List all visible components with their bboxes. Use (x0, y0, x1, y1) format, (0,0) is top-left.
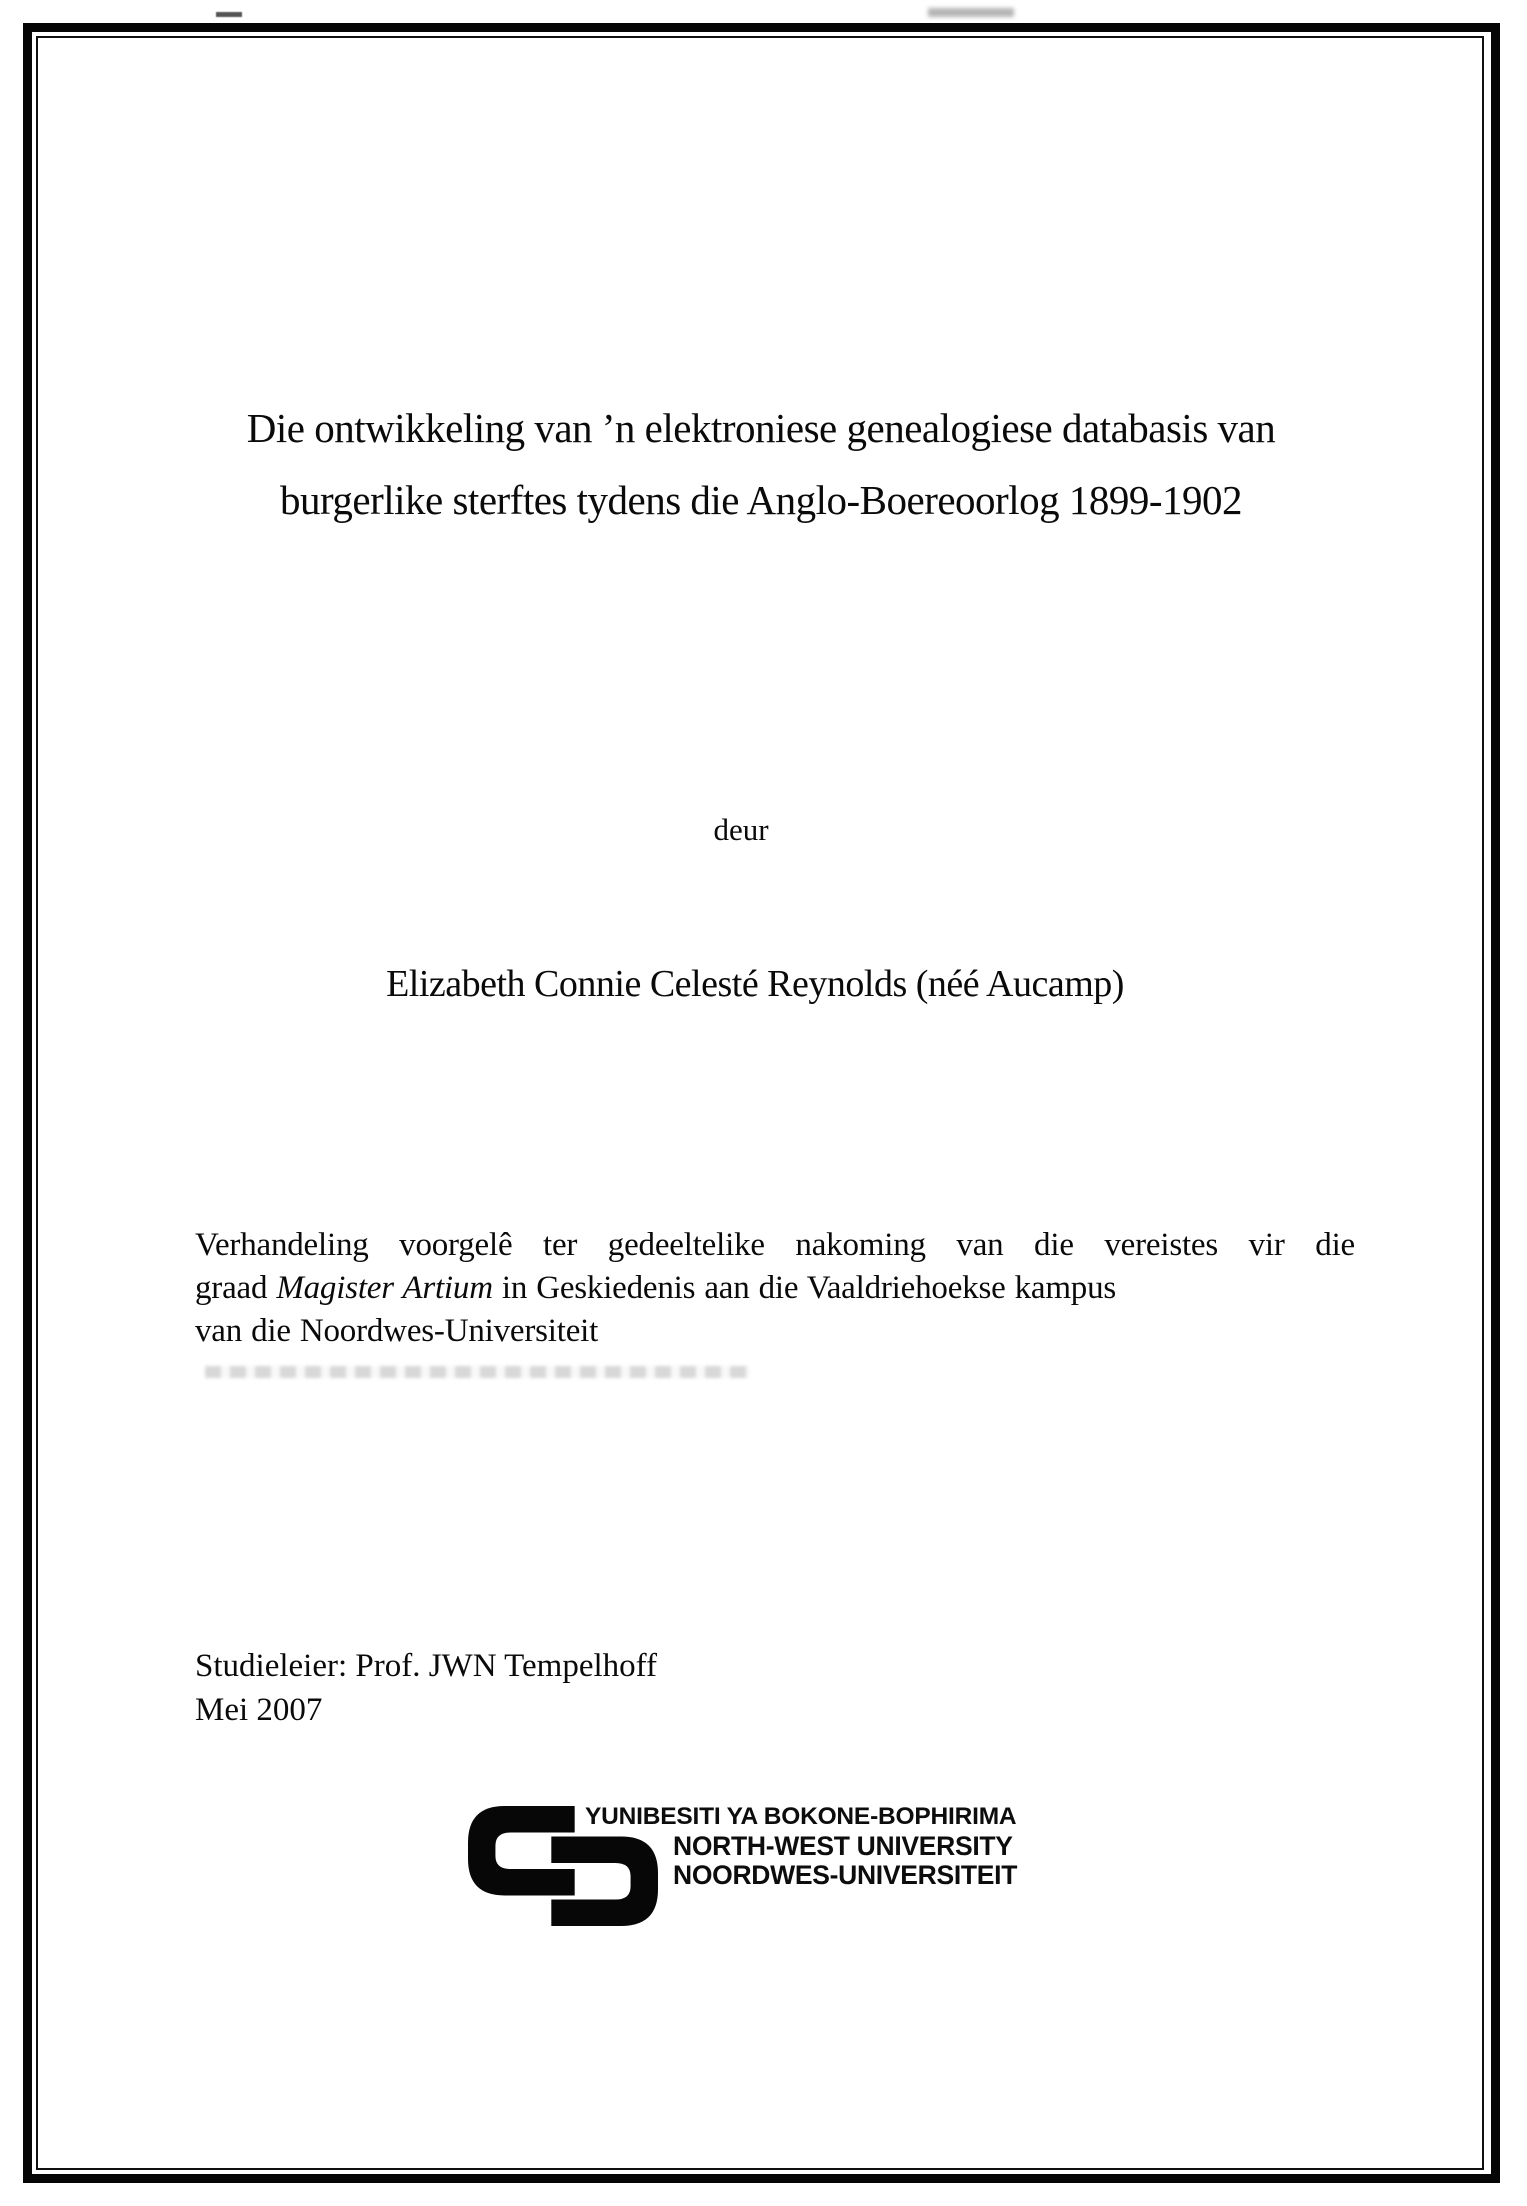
logo-text-english: NORTH-WEST UNIVERSITY (673, 1831, 1013, 1861)
thesis-description (195, 1224, 1355, 1353)
description-line-3: van die Noordwes-Universiteit (195, 1313, 599, 1349)
supervisor-line: Studieleier: Prof. JWN Tempelhoff (195, 1648, 658, 1684)
scan-mark (216, 12, 242, 17)
logo-text-afrikaans: NOORDWES-UNIVERSITEIT (673, 1860, 1018, 1890)
thesis-title-line-1: Die ontwikkeling van ’n elektroniese genealogiese databasis van (246, 405, 1276, 451)
university-logo-text (585, 1802, 1017, 1890)
description-line-1: Verhandeling voorgelê ter gedeeltelike nakoming van die vereistes vir die (195, 1227, 1355, 1263)
description-line-2 (195, 1267, 1355, 1310)
logo-text-setswana: YUNIBESITI YA BOKONE-BOPHIRIMA (585, 1803, 1017, 1830)
university-logo (468, 1802, 1088, 1942)
thesis-title-line-2: burgerlike sterftes tydens die Anglo-Boereoorlog 1899-1902 (279, 477, 1242, 523)
scan-smudge (928, 8, 1014, 17)
degree-name-italic: Magister Artium (276, 1270, 493, 1306)
date-line: Mei 2007 (195, 1692, 323, 1728)
byline-deur: deur (713, 812, 769, 847)
description-line-2-after: in Geskiedenis aan die Vaaldriehoekse kampus (492, 1270, 1117, 1306)
description-line-2-before: graad (195, 1270, 277, 1306)
author-name: Elizabeth Connie Celesté Reynolds (néé Aucamp) (386, 963, 1124, 1005)
